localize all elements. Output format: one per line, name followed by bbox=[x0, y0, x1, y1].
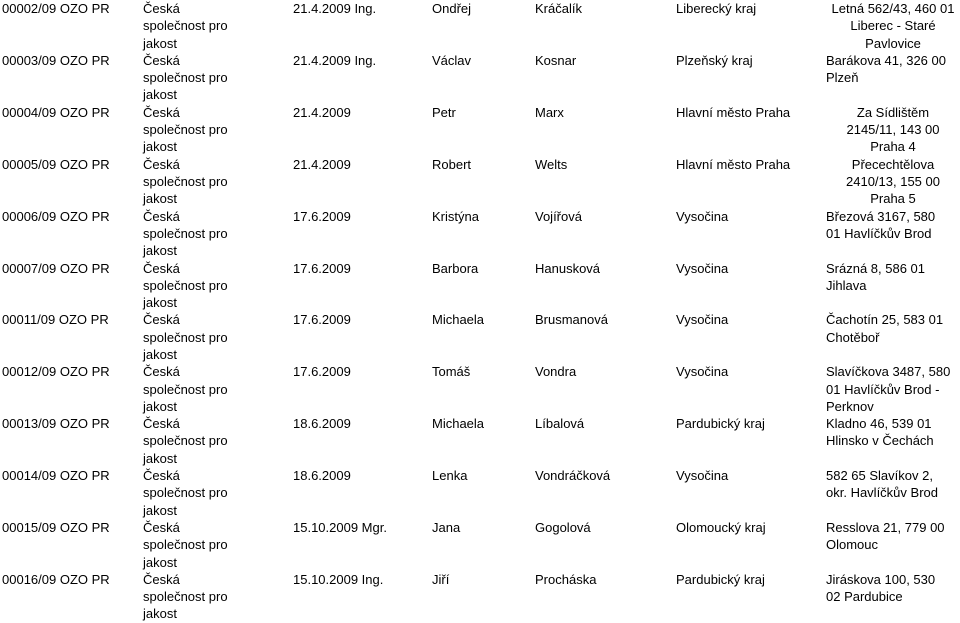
address: Barákova 41, 326 00 Plzeň bbox=[826, 52, 946, 86]
first-name: Barbora bbox=[432, 260, 479, 276]
table-row bbox=[0, 519, 960, 571]
region: Pardubický kraj bbox=[676, 416, 765, 432]
organization: Česká společnost pro jakost bbox=[143, 416, 228, 466]
address: 582 65 Slavíkov 2, okr. Havlíčkův Brod bbox=[826, 468, 938, 501]
certificate-id: 00002/09 OZO PR bbox=[2, 1, 110, 16]
table-row bbox=[0, 571, 960, 623]
region: Pardubický kraj bbox=[676, 571, 765, 587]
last-name: Procháska bbox=[535, 571, 597, 587]
table-row bbox=[0, 260, 960, 312]
certificate-id: 00016/09 OZO PR bbox=[2, 571, 110, 587]
last-name: Líbalová bbox=[535, 416, 585, 432]
organization: Česká společnost pro jakost bbox=[143, 468, 228, 518]
certificate-id: 00012/09 OZO PR bbox=[2, 364, 110, 380]
address: Letná 562/43, 460 01 Liberec - Staré Pavlovice bbox=[831, 1, 955, 51]
last-name: Vondra bbox=[535, 364, 577, 380]
region: Plzeňský kraj bbox=[676, 52, 753, 68]
first-name: Kristýna bbox=[432, 208, 479, 224]
table-row bbox=[0, 156, 960, 208]
last-name: Gogolová bbox=[535, 520, 591, 535]
first-name: Michaela bbox=[432, 416, 485, 432]
issue-date: 17.6.2009 bbox=[293, 208, 351, 224]
certificate-id: 00014/09 OZO PR bbox=[2, 468, 110, 484]
table-row bbox=[0, 467, 960, 519]
issue-date: 17.6.2009 bbox=[293, 260, 351, 276]
table-row bbox=[0, 363, 960, 415]
last-name: Welts bbox=[535, 156, 568, 172]
table-row bbox=[0, 208, 960, 260]
certificate-id: 00007/09 OZO PR bbox=[2, 260, 110, 276]
certificate-id: 00003/09 OZO PR bbox=[2, 52, 110, 68]
issue-date: 18.6.2009 bbox=[293, 416, 351, 432]
region: Vysočina bbox=[676, 468, 729, 484]
table-row bbox=[0, 52, 960, 104]
organization: Česká společnost pro jakost bbox=[143, 1, 228, 51]
issue-date: 15.10.2009 Ing. bbox=[293, 571, 384, 587]
last-name: Vondráčková bbox=[535, 468, 611, 484]
first-name: Robert bbox=[432, 156, 472, 172]
table-row bbox=[0, 104, 960, 156]
certificate-id: 00013/09 OZO PR bbox=[2, 416, 110, 432]
last-name: Hanusková bbox=[535, 260, 601, 276]
address: Jiráskova 100, 530 02 Pardubice bbox=[826, 571, 936, 605]
certificate-id: 00011/09 OZO PR bbox=[2, 312, 109, 328]
table-row bbox=[0, 415, 960, 467]
issue-date: 17.6.2009 bbox=[293, 312, 351, 328]
certificate-id: 00005/09 OZO PR bbox=[2, 156, 110, 172]
last-name: Kosnar bbox=[535, 52, 577, 68]
region: Liberecký kraj bbox=[676, 1, 757, 16]
issue-date: 15.10.2009 Mgr. bbox=[293, 520, 387, 535]
last-name: Kráčalík bbox=[535, 1, 582, 16]
address: Za Sídlištěm 2145/11, 143 00 Praha 4 bbox=[846, 104, 940, 155]
organization: Česká společnost pro jakost bbox=[143, 208, 228, 259]
organization: Česká společnost pro jakost bbox=[143, 364, 228, 414]
first-name: Jana bbox=[432, 520, 461, 535]
address: Březová 3167, 580 01 Havlíčkův Brod bbox=[826, 208, 936, 241]
first-name: Ondřej bbox=[432, 1, 472, 16]
organization: Česká společnost pro jakost bbox=[143, 571, 228, 622]
address: Srázná 8, 586 01 Jihlava bbox=[826, 260, 926, 293]
first-name: Lenka bbox=[432, 468, 468, 484]
first-name: Jiří bbox=[432, 571, 450, 587]
address: Resslova 21, 779 00 Olomouc bbox=[826, 520, 945, 553]
organization: Česká společnost pro jakost bbox=[143, 520, 228, 570]
issue-date: 17.6.2009 bbox=[293, 364, 351, 380]
last-name: Vojířová bbox=[535, 208, 582, 224]
first-name: Michaela bbox=[432, 312, 485, 328]
organization: Česká společnost pro jakost bbox=[143, 260, 228, 311]
first-name: Václav bbox=[432, 52, 472, 68]
organization: Česká společnost pro jakost bbox=[143, 312, 228, 362]
region: Hlavní město Praha bbox=[676, 104, 791, 120]
certificate-id: 00006/09 OZO PR bbox=[2, 208, 110, 224]
table-row bbox=[0, 311, 960, 363]
issue-date: 21.4.2009 bbox=[293, 156, 351, 172]
issue-date: 18.6.2009 bbox=[293, 468, 351, 484]
region: Vysočina bbox=[676, 364, 729, 380]
organization: Česká společnost pro jakost bbox=[143, 104, 228, 155]
region: Olomoucký kraj bbox=[676, 520, 766, 535]
table-row bbox=[0, 0, 960, 52]
organization: Česká společnost pro jakost bbox=[143, 156, 228, 207]
issue-date: 21.4.2009 Ing. bbox=[293, 52, 377, 68]
region: Hlavní město Praha bbox=[676, 156, 791, 172]
region: Vysočina bbox=[676, 260, 729, 276]
first-name: Petr bbox=[432, 104, 456, 120]
issue-date: 21.4.2009 bbox=[293, 104, 351, 120]
organization: Česká společnost pro jakost bbox=[143, 52, 228, 103]
certificate-id: 00015/09 OZO PR bbox=[2, 520, 110, 535]
issue-date: 21.4.2009 Ing. bbox=[293, 1, 377, 16]
address: Čachotín 25, 583 01 Chotěboř bbox=[826, 312, 944, 345]
certificate-id: 00004/09 OZO PR bbox=[2, 104, 110, 120]
address: Kladno 46, 539 01 Hlinsko v Čechách bbox=[826, 416, 934, 449]
last-name: Brusmanová bbox=[535, 312, 608, 328]
address: Přecechtělova 2410/13, 155 00 Praha 5 bbox=[846, 156, 940, 207]
last-name: Marx bbox=[535, 104, 564, 120]
region: Vysočina bbox=[676, 208, 729, 224]
region: Vysočina bbox=[676, 312, 729, 328]
address: Slavíčkova 3487, 580 01 Havlíčkův Brod - Perknov bbox=[826, 364, 951, 414]
first-name: Tomáš bbox=[432, 364, 471, 380]
